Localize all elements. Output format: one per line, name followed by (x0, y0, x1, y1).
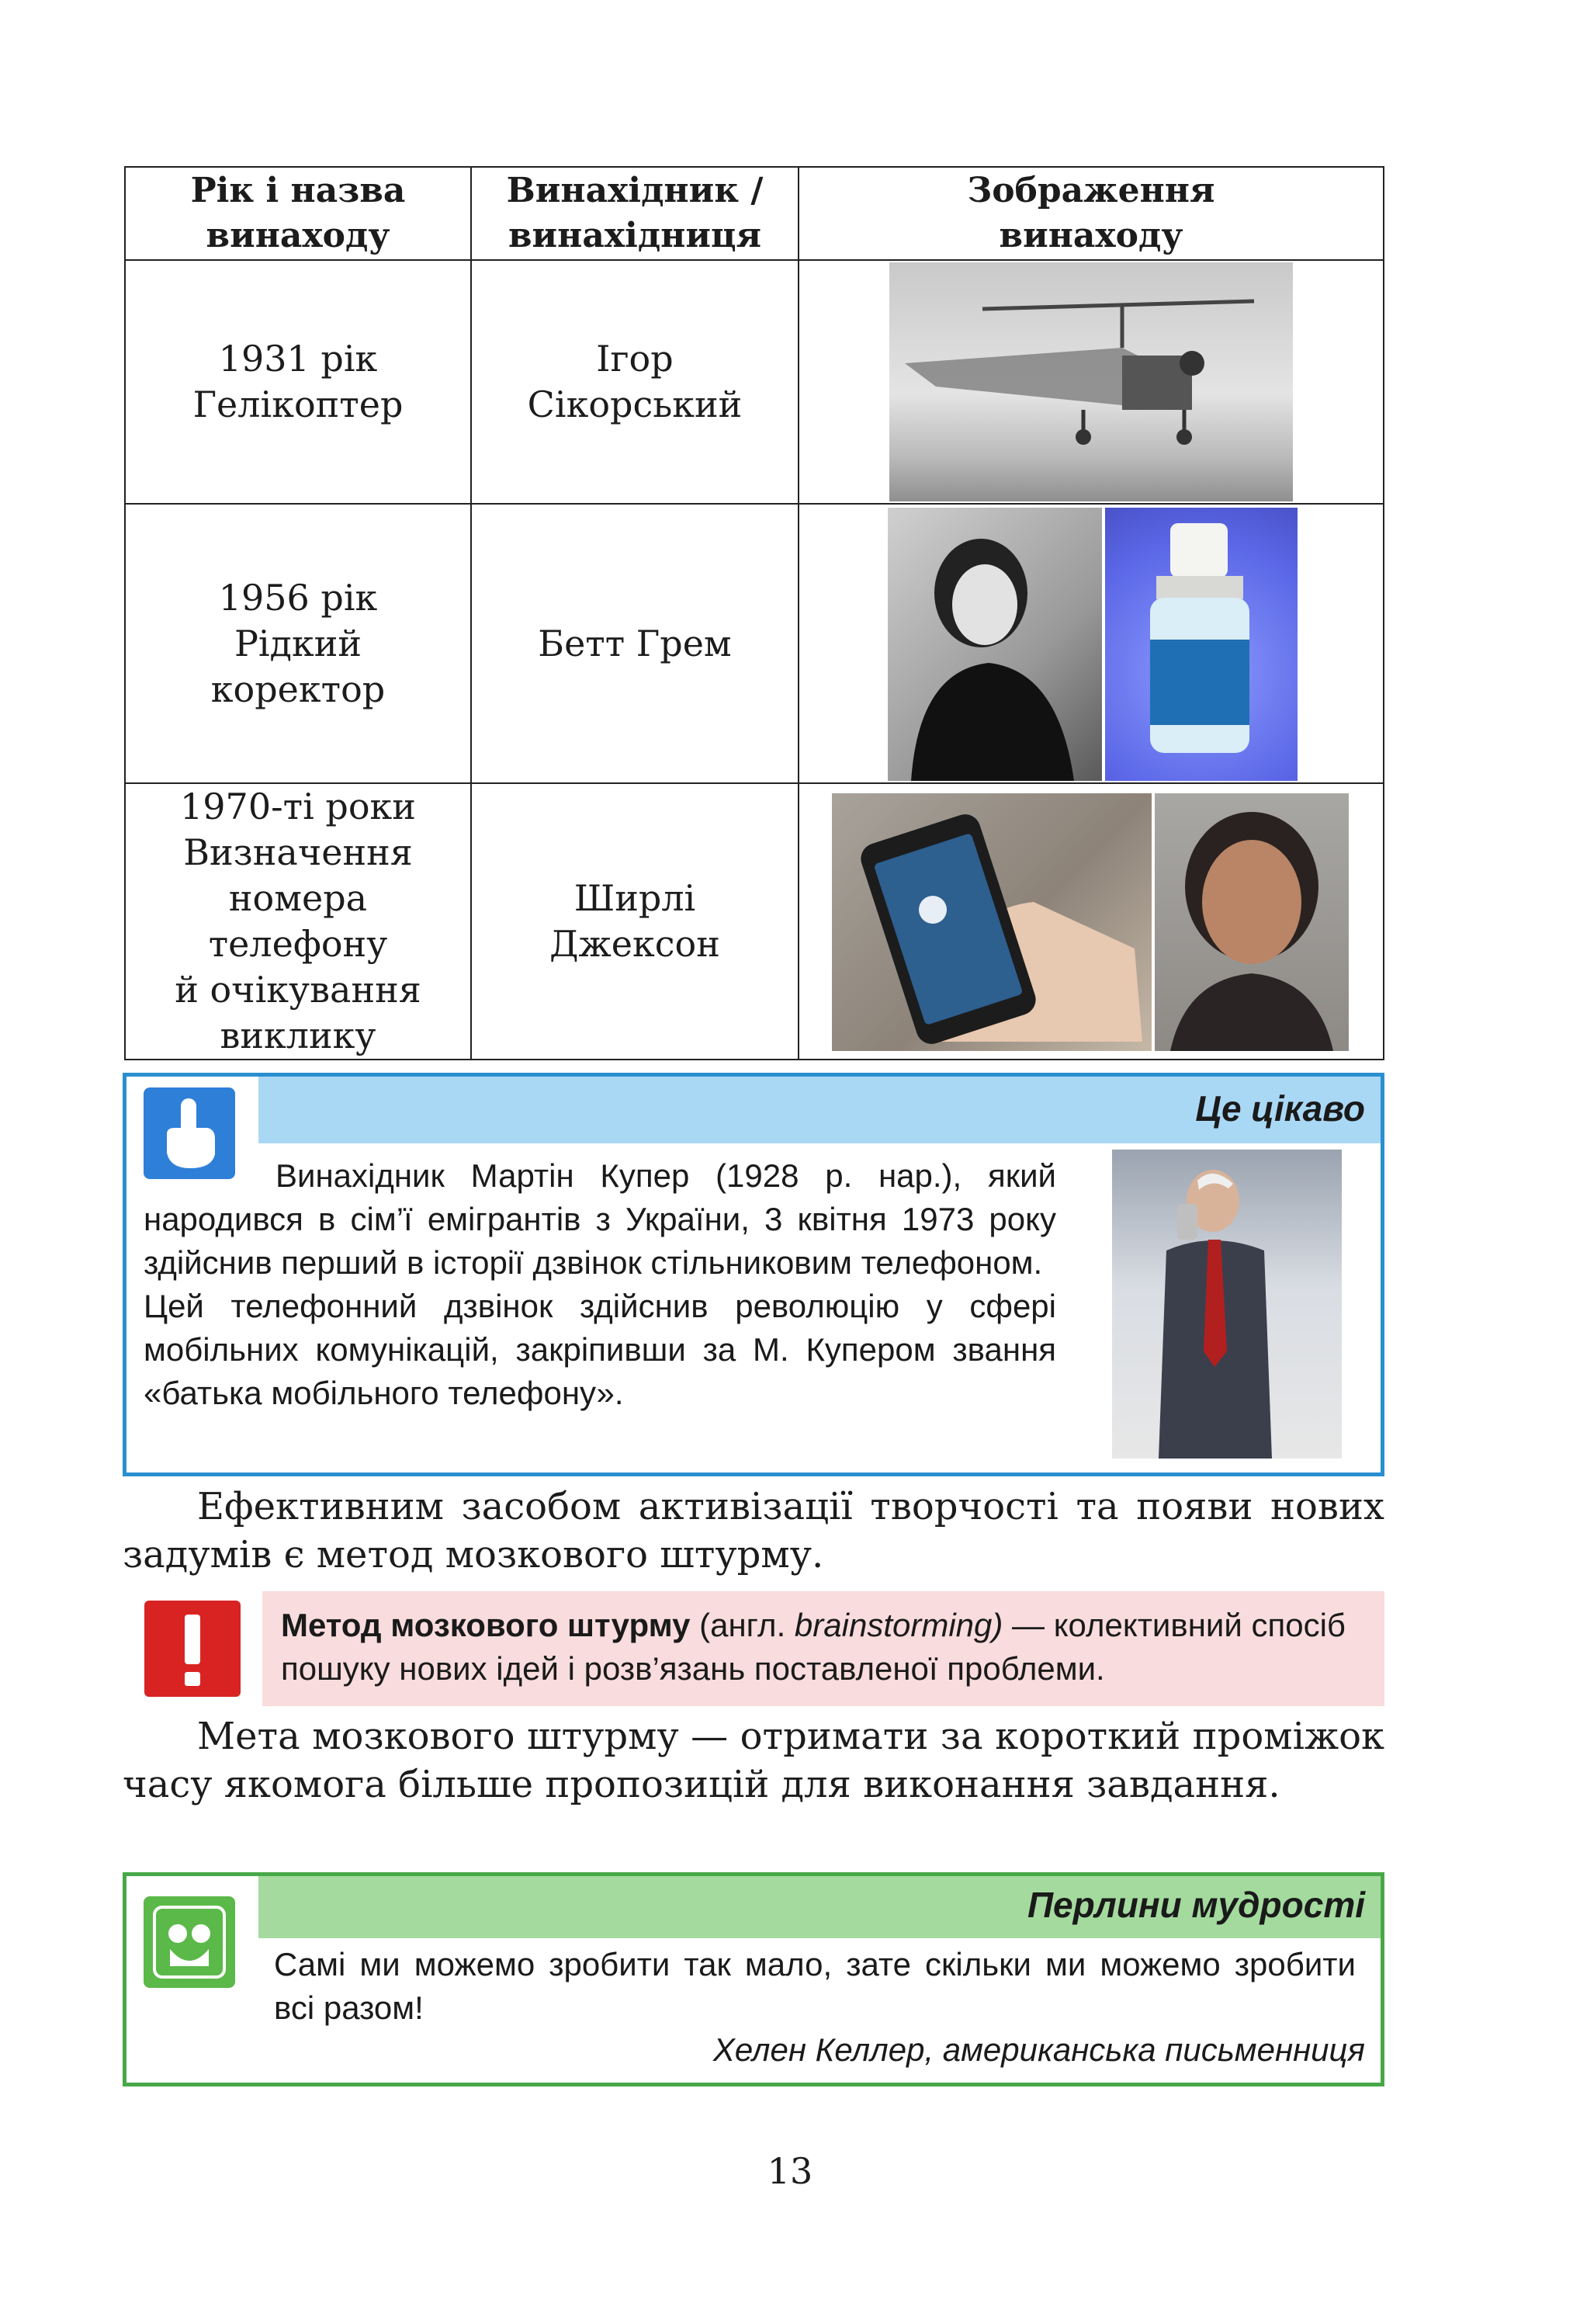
bottle-icon (1105, 508, 1298, 781)
image-cell (799, 260, 1384, 504)
phone-call-photo (832, 793, 1152, 1051)
header-line: винаходу (999, 216, 1183, 255)
definition-term: Метод мозкового штурму (281, 1607, 691, 1643)
interesting-header (258, 1077, 1381, 1143)
interesting-text (144, 1154, 1056, 1415)
image-cell (799, 504, 1384, 783)
bette-graham-photo (888, 508, 1102, 781)
portrait-icon (1112, 1150, 1342, 1459)
year-name-cell (125, 504, 471, 783)
wisdom-author: Хелен Келлер, американська письменниця (712, 2031, 1365, 2068)
header-line: Зображення (967, 171, 1215, 210)
header-line: Винахідник / (506, 171, 764, 210)
interesting-title: Це цікаво (1195, 1088, 1365, 1129)
cell-line: Ширлі (573, 877, 696, 919)
cell-line: коректор (210, 668, 386, 710)
table-row (125, 783, 1384, 1060)
header-inventor (471, 167, 799, 260)
body-paragraph: Ефективним засобом активізації творчості та появи нових задумів є метод мозкового штурму. (123, 1485, 1384, 1577)
inventor-cell (471, 783, 799, 1060)
inventions-table (124, 166, 1384, 1060)
cell-line: 1956 рік (218, 576, 378, 619)
owl-icon (144, 1896, 235, 1988)
definition-box (262, 1591, 1384, 1706)
table-header-row (125, 167, 1384, 260)
table-row (125, 504, 1384, 783)
wisdom-quote: Самі ми можемо зробити так мало, зате скільки ми можемо зробити всі разом! (274, 1946, 1356, 2026)
helicopter-photo (889, 262, 1293, 501)
cell-line: Гелікоптер (192, 383, 404, 425)
exclamation-icon (144, 1601, 241, 1697)
wisdom-box (123, 1872, 1384, 2086)
smartphone-icon (832, 793, 1152, 1051)
interesting-paragraph: Винахідник Мартін Купер (1928 р. нар.), який народився в сім’ї емігрантів з України, 3 квітня 1973 року здійснив перший в історії дзвінок стільниковим телефоном. (144, 1157, 1056, 1281)
table-row (125, 260, 1384, 504)
definition-pre: (англ. (699, 1607, 786, 1643)
martin-cooper-photo (1112, 1150, 1342, 1459)
helicopter-icon (889, 262, 1293, 501)
inventor-cell (471, 260, 799, 504)
page-number: 13 (767, 2150, 813, 2192)
header-line: Рік і назва (190, 171, 406, 210)
header-line: винаходу (206, 216, 390, 255)
cell-line: виклику (220, 1015, 376, 1056)
portrait-icon (1155, 793, 1349, 1051)
cell-line: 1970-ті роки (180, 786, 416, 827)
body-paragraph: Мета мозкового штурму — отримати за короткий проміжок часу якомога більше пропозицій для виконання завдання. (123, 1715, 1384, 1806)
interesting-paragraph: Цей телефонний дзвінок здійснив революцію у сфері мобільних комунікацій, закріпивши за М. Купером звання «батька мобільного телефону». (144, 1288, 1056, 1411)
portrait-icon (888, 508, 1102, 781)
liquid-paper-photo (1105, 508, 1298, 781)
header-image (799, 167, 1384, 260)
cell-line: Сікорський (527, 383, 743, 425)
header-year-name (125, 167, 471, 260)
inventor-cell (471, 504, 799, 783)
definition-term-en: brainstorming) (794, 1607, 1003, 1643)
image-cell (799, 783, 1384, 1060)
definition-rest: — колективний спосіб пошуку нових ідей і розв’язань поставленої проблеми. (281, 1607, 1346, 1687)
cell-line: Джексон (549, 923, 720, 965)
cell-line: номера (228, 877, 368, 919)
cell-line: телефону (208, 923, 388, 965)
interesting-fact-box (123, 1073, 1384, 1476)
wisdom-header (258, 1876, 1381, 1938)
header-line: винахідниця (508, 216, 762, 255)
wisdom-title: Перлини мудрості (1027, 1885, 1365, 1925)
cell-line: 1931 рік (218, 338, 378, 380)
cell-line: Визначення (183, 831, 413, 873)
year-name-cell (125, 260, 471, 504)
cell-line: Ігор (596, 338, 674, 380)
cell-line: Бетт Грем (538, 622, 732, 664)
year-name-cell (125, 783, 471, 1060)
cell-line: Рідкий (234, 622, 362, 664)
cell-line: й очікування (175, 969, 421, 1011)
shirley-jackson-photo (1155, 793, 1349, 1051)
